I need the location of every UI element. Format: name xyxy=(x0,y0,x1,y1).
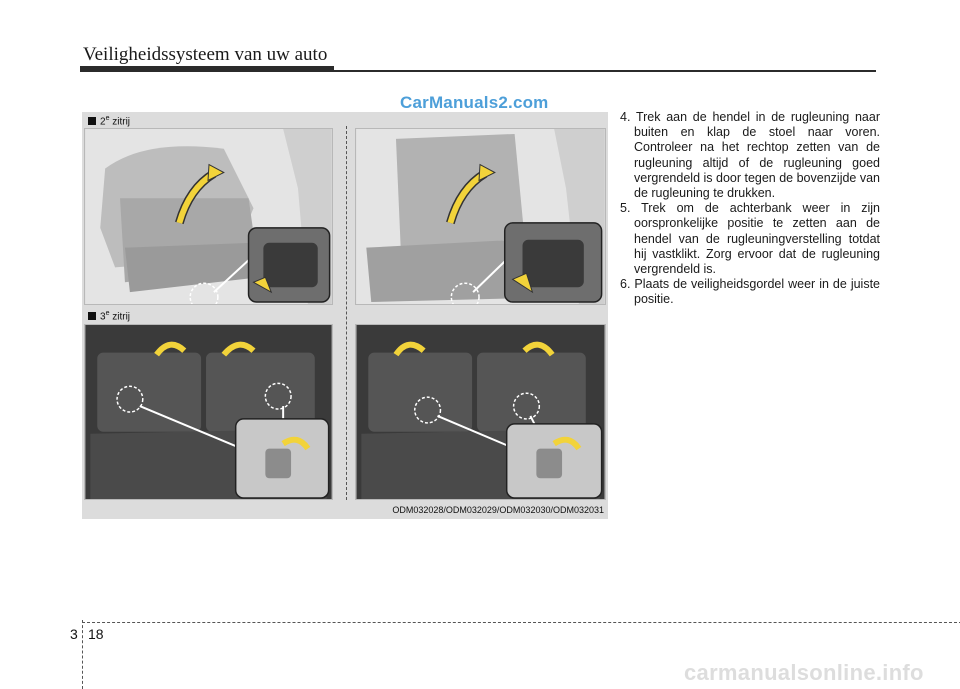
figure-divider xyxy=(346,126,347,500)
header-rule xyxy=(80,70,876,72)
panel-second-row-upright xyxy=(355,128,606,305)
seat-fold-image-2 xyxy=(356,129,605,304)
page-header-title: Veiligheidssysteem van uw auto xyxy=(83,44,328,65)
instruction-step-5: 5. Trek om de achterbank weer in zijn oorspronkelijke positie te zetten aan de hendel van de rugleuningverstelling totdat hij vastklikt. Zorg ervoor dat de rugleuning vergrendeld is. xyxy=(620,201,880,277)
seat-fold-image-1 xyxy=(85,129,332,304)
row-label-second: 2e zitrij xyxy=(88,115,130,127)
watermark-bottom: carmanualsonline.info xyxy=(684,660,924,685)
footer-rule xyxy=(82,622,960,623)
panel-third-row-left xyxy=(84,324,333,500)
watermark-top: CarManuals2.com xyxy=(400,93,549,112)
square-bullet-icon xyxy=(88,312,96,320)
figure-caption: ODM032028/ODM032029/ODM032030/ODM032031 xyxy=(392,505,604,515)
seat-illustration xyxy=(82,112,608,519)
instruction-step-4: 4. Trek aan de hendel in de rugleuning naar buiten en klap de stoel naar voren. Controleer na het rechtop zetten van de rugleuning altijd of de rugleuning goed vergrendeld is door tegen de bovenzijde van de rugleuning te drukken. xyxy=(620,110,881,201)
panel-third-row-right xyxy=(355,324,606,500)
page-number: 18 xyxy=(88,626,104,642)
square-bullet-icon xyxy=(88,117,96,125)
instruction-step-6: 6. Plaats de veiligheidsgordel weer in de juiste positie. xyxy=(620,277,880,307)
row-label-third: 3e zitrij xyxy=(88,310,130,322)
trunk-image-1 xyxy=(85,325,332,499)
panel-second-row-fold xyxy=(84,128,333,305)
footer-divider xyxy=(82,620,83,689)
instruction-list xyxy=(620,110,880,308)
trunk-image-2 xyxy=(356,325,605,499)
chapter-number: 3 xyxy=(70,626,78,642)
